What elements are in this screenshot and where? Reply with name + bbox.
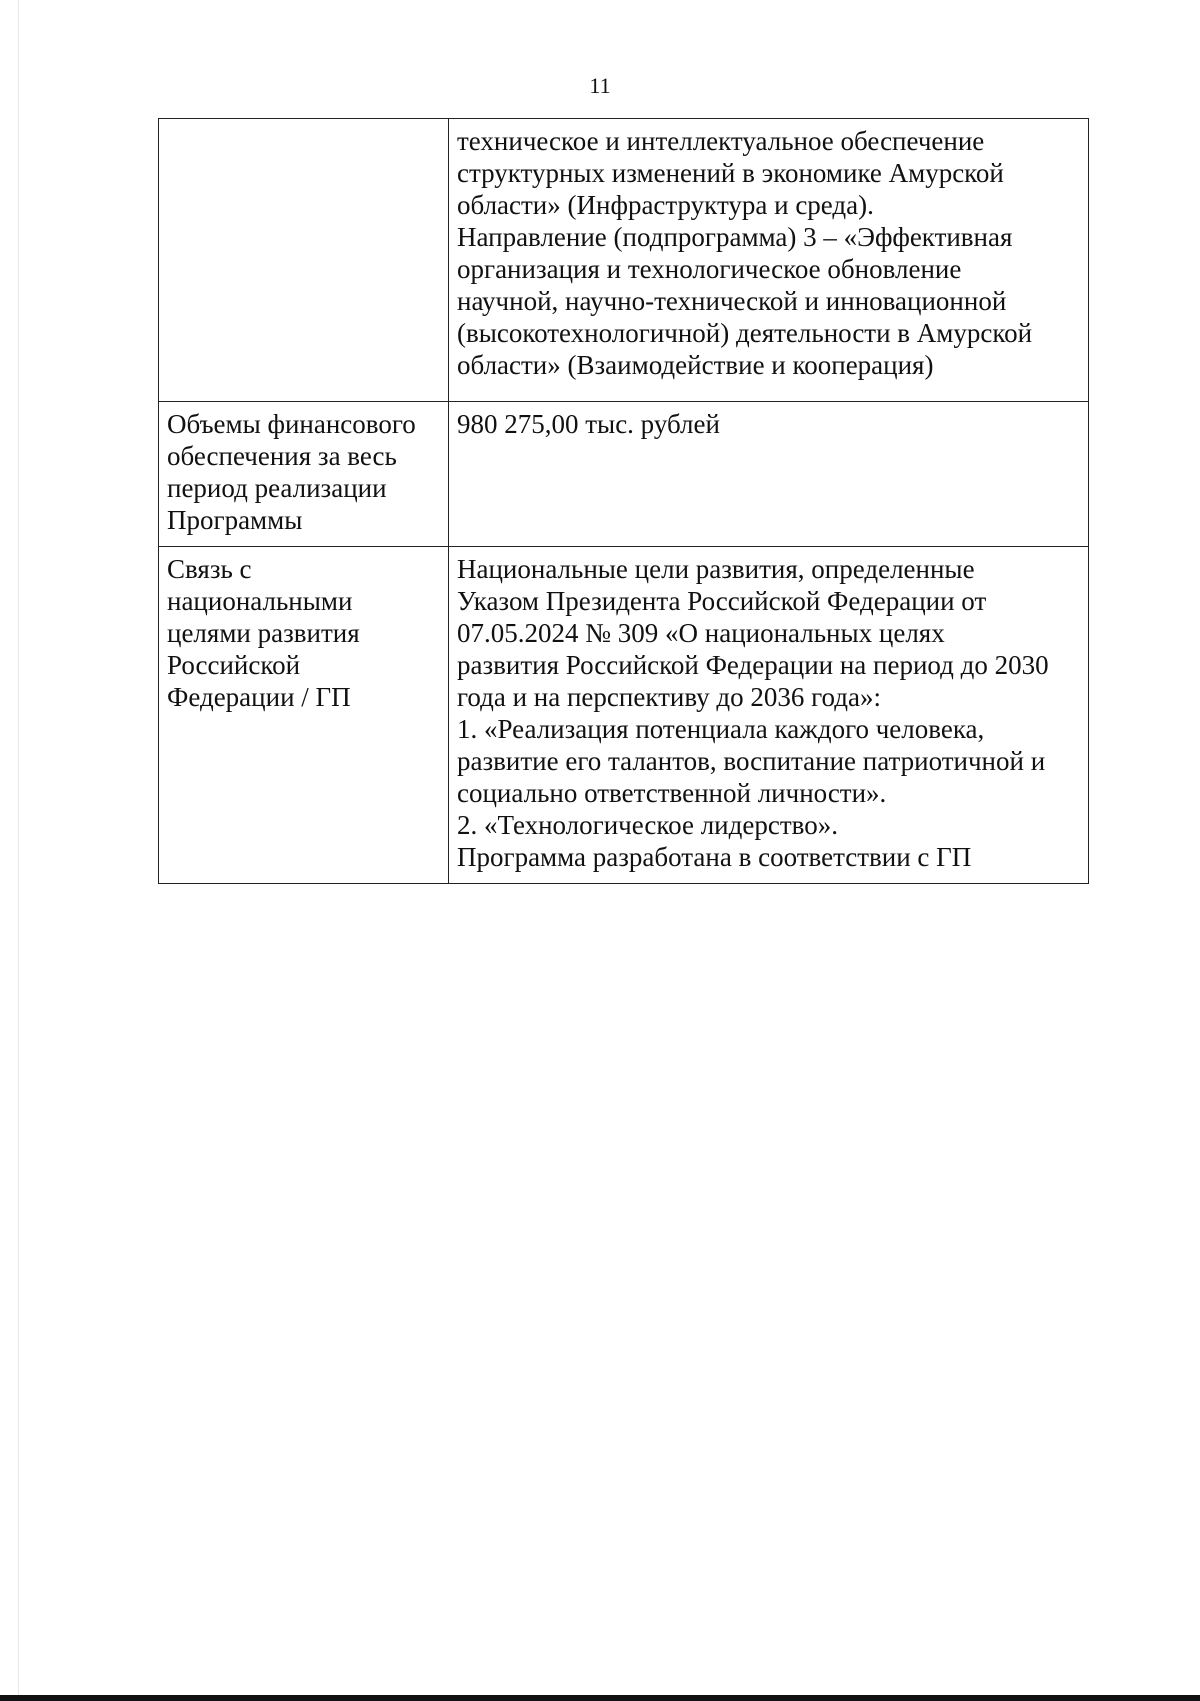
table-cell-label [159,119,449,402]
table-row [159,402,1089,547]
table-row [159,119,1089,402]
program-passport-table [158,118,1089,884]
table-cell-label: Связь с национальными целями развития Российской Федерации / ГП [159,547,449,884]
table-cell-value: Национальные цели развития, определенные Указом Президента Российской Федерации от 07.05.2024 № 309 «О национальных целях развития Российской Федерации на период до 2030 года и на перспективу до 2036 года»: 1. «Реализация потенциала каждого человека, развитие его талантов, воспитание патриотичной и социально ответственной личности». 2. «Технологическое лидерство». Программа разработана в соответствии с ГП [449,547,1089,884]
table-cell-label: Объемы финансового обеспечения за весь период реализации Программы [159,402,449,547]
table-cell-value: 980 275,00 тыс. рублей [449,402,1089,547]
table-cell-value: техническое и интеллектуальное обеспечение структурных изменений в экономике Амурской области» (Инфраструктура и среда). Направление (подпрограмма) 3 – «Эффективная организация и технологическое обновление научной, научно-технической и инновационной (высокотехнологичной) деятельности в Амурской области» (Взаимодействие и кооперация) [449,119,1089,402]
scan-edge-line [18,0,19,1701]
table-row [159,547,1089,884]
page-number: 11 [589,73,611,98]
scan-bottom-border [0,1695,1200,1701]
